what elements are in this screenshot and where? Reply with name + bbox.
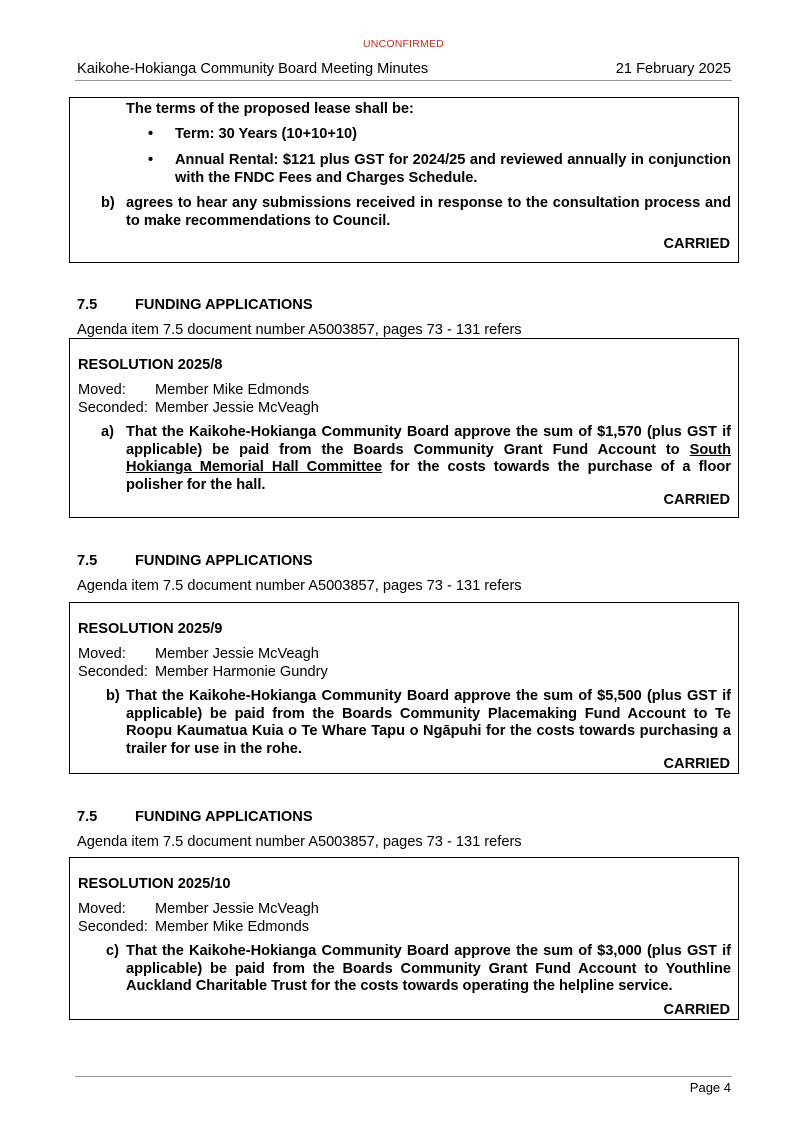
resolution-number: RESOLUTION 2025/10: [78, 876, 231, 892]
bullet-mark: •: [148, 126, 154, 142]
document-title: Kaikohe-Hokianga Community Board Meeting Minutes: [77, 61, 429, 77]
agenda-reference: Agenda item 7.5 document number A5003857, pages 73 - 131 refers: [77, 834, 522, 850]
seconded-by: Member Jessie McVeagh: [155, 400, 319, 416]
section-number: 7.5: [77, 297, 98, 313]
resolution-number: RESOLUTION 2025/8: [78, 357, 223, 373]
seconded-label: Seconded:: [78, 400, 148, 416]
item-b-text: agrees to hear any submissions received in response to the consultation process and to make recommendations to Council.: [126, 195, 731, 229]
meeting-date: 21 February 2025: [615, 61, 731, 77]
resolution-text: That the Kaikohe-Hokianga Community Board approve the sum of $1,570 (plus GST if applicable) be paid from the Boards Community Grant Fund Account to South Hokianga Memorial Hall Committee for the costs towards the purchase of a floor polisher for the hall.: [126, 424, 731, 493]
section-number: 7.5: [77, 553, 98, 569]
resolution-number: RESOLUTION 2025/9: [78, 621, 223, 637]
resolution-marker: a): [101, 424, 114, 440]
carried-label: CARRIED: [663, 236, 730, 252]
agenda-reference: Agenda item 7.5 document number A5003857, pages 73 - 131 refers: [77, 578, 522, 594]
page-number: Page 4: [689, 1080, 731, 1095]
resolution-box: [69, 602, 739, 774]
lease-terms-intro: The terms of the proposed lease shall be:: [126, 101, 414, 117]
seconded-label: Seconded:: [78, 919, 148, 935]
section-title: FUNDING APPLICATIONS: [135, 297, 313, 313]
section-number: 7.5: [77, 809, 98, 825]
resolution-marker: b): [106, 688, 120, 704]
unconfirmed-status: UNCONFIRMED: [363, 38, 444, 50]
seconded-label: Seconded:: [78, 664, 148, 680]
bullet-mark: •: [148, 152, 154, 168]
section-title: FUNDING APPLICATIONS: [135, 553, 313, 569]
resolution-text: That the Kaikohe-Hokianga Community Board approve the sum of $3,000 (plus GST if applicable) be paid from the Boards Community Grant Fund Account to Youthline Auckland Charitable Trust for the costs towards operating the helpline service.: [126, 943, 731, 994]
moved-label: Moved:: [78, 382, 126, 398]
lease-term-bullet: Term: 30 Years (10+10+10): [175, 126, 358, 142]
annual-rental-bullet: Annual Rental: $121 plus GST for 2024/25 and reviewed annually in conjunction with the FNDC Fees and Charges Schedule.: [175, 152, 731, 186]
moved-label: Moved:: [78, 901, 126, 917]
footer-rule: [75, 1076, 732, 1077]
carried-label: CARRIED: [663, 492, 730, 508]
section-title: FUNDING APPLICATIONS: [135, 809, 313, 825]
moved-by: Member Mike Edmonds: [155, 382, 310, 398]
moved-by: Member Jessie McVeagh: [155, 901, 319, 917]
moved-label: Moved:: [78, 646, 126, 662]
resolution-box: [69, 338, 739, 518]
grant-recipient: South Hokianga Memorial Hall Committee: [126, 441, 731, 475]
agenda-reference: Agenda item 7.5 document number A5003857, pages 73 - 131 refers: [77, 322, 522, 338]
carried-label: CARRIED: [663, 756, 730, 772]
resolution-text: That the Kaikohe-Hokianga Community Board approve the sum of $5,500 (plus GST if applicable) be paid from the Boards Community Placemaking Fund Account to Te Roopu Kaumatua Kuia o Te Whare Tapu o Ngāpuhi for the costs towards purchasing a trailer for use in the rohe.: [126, 688, 731, 757]
moved-by: Member Jessie McVeagh: [155, 646, 319, 662]
seconded-by: Member Harmonie Gundry: [155, 664, 328, 680]
item-b-marker: b): [101, 195, 115, 211]
seconded-by: Member Mike Edmonds: [155, 919, 310, 935]
lease-terms-box: [69, 97, 739, 263]
resolution-box: [69, 857, 739, 1020]
resolution-marker: c): [106, 943, 119, 959]
carried-label: CARRIED: [663, 1002, 730, 1018]
header-rule: [75, 80, 732, 81]
